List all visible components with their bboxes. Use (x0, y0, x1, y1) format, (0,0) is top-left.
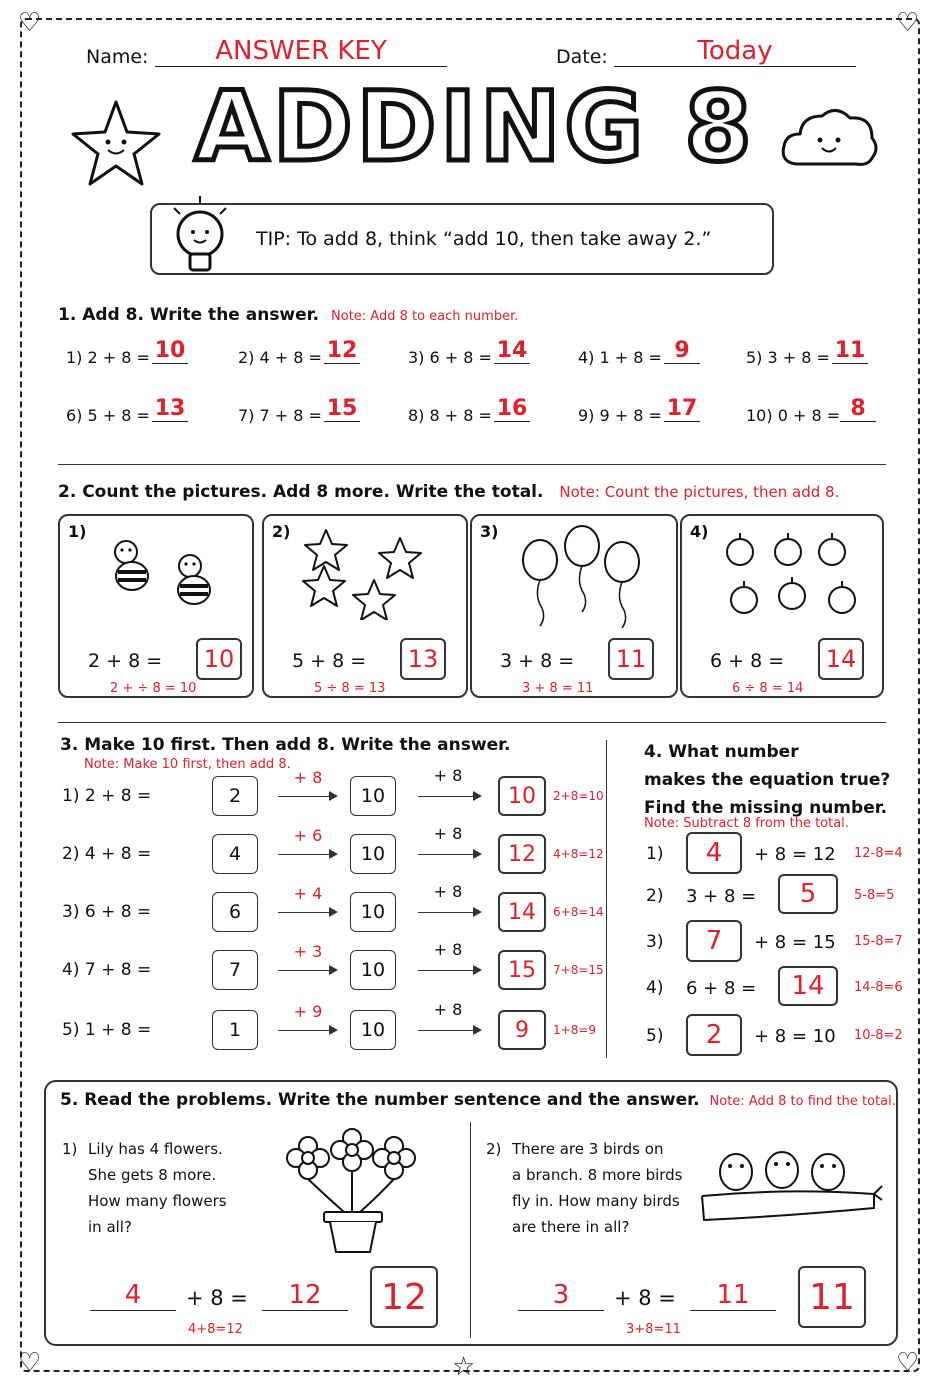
work-note: 4+8=12 (188, 1322, 243, 1337)
problem-number: 2) (486, 1140, 502, 1158)
answer-field[interactable]: 10 (152, 338, 188, 364)
answer-box[interactable]: 10 (196, 638, 242, 680)
problem-text: Lily has 4 flowers. (88, 1140, 223, 1158)
divider (58, 464, 886, 465)
star-group (298, 528, 428, 620)
work-note: 4+8=12 (553, 847, 604, 861)
apple-icon (775, 539, 801, 565)
work-note: 2+8=10 (553, 789, 604, 803)
panel-equation: 2 + 8 = (88, 650, 163, 672)
work-note: 7+8=15 (553, 963, 604, 977)
problem-text: 2) 4 + 8 = (238, 348, 322, 367)
work-note: 2 + ÷ 8 = 10 (110, 681, 197, 696)
problem-1 (62, 1136, 227, 1240)
section-1-heading: 1. Add 8. Write the answer. (58, 305, 320, 325)
heart-icon: ♡ (18, 8, 42, 38)
apple-icon (819, 539, 845, 565)
add-label: + 8 (433, 1000, 463, 1019)
panel-number: 2) (272, 522, 291, 541)
star-icon: ☆ (452, 1352, 476, 1382)
work-note: 15-8=7 (854, 934, 903, 949)
heart-icon: ♡ (896, 1348, 920, 1378)
problem-text: 1) 2 + 8 = (66, 348, 150, 367)
work-note: 12-8=4 (854, 846, 903, 861)
problem-text: 4) 7 + 8 = (62, 960, 152, 980)
section-4-title-line: Find the missing number. (644, 798, 888, 818)
section-4-title (644, 738, 890, 822)
section-5-heading: 5. Read the problems. Write the number sentence and the answer. (60, 1090, 700, 1110)
arrow-icon (278, 854, 336, 855)
apple-icon (727, 539, 753, 565)
ten-box: 10 (350, 1010, 396, 1050)
section-2-title (58, 482, 839, 502)
sum-field[interactable]: 12 (262, 1280, 348, 1311)
apple-group (718, 530, 878, 620)
answer-field[interactable]: 13 (152, 396, 188, 422)
problem-text: 8) 8 + 8 = (408, 406, 492, 425)
add-label: + 8 (433, 824, 463, 843)
section-4-title-line: 4. What number (644, 742, 799, 762)
tip-text: TIP: To add 8, think “add 10, then take away 2.” (256, 228, 712, 250)
problem-text: are there in all? (512, 1218, 630, 1236)
section-3-title: 3. Make 10 first. Then add 8. Write the answer. (60, 735, 511, 755)
flower-pot-icon (278, 1128, 426, 1256)
bird-icon (720, 1152, 844, 1190)
answer-box[interactable]: 10 (498, 776, 546, 816)
equation-middle: + 8 = (614, 1286, 676, 1310)
balloon-icon (523, 540, 557, 580)
apple-icon (731, 587, 757, 613)
answer-field[interactable]: 8 (840, 396, 876, 422)
problem-text: 5) 1 + 8 = (62, 1020, 152, 1040)
arrow-icon (278, 796, 336, 797)
section-4-note: Note: Subtract 8 from the total. (644, 816, 849, 831)
date-label: Date: (556, 46, 608, 68)
step-label: + 4 (293, 884, 323, 903)
star-icon (66, 94, 166, 188)
equation-left: 6 + 8 = (686, 978, 757, 999)
problem-text: 4) 1 + 8 = (578, 348, 662, 367)
ten-box: 10 (350, 892, 396, 932)
equation-left: 3 + 8 = (686, 886, 757, 907)
name-field[interactable]: ANSWER KEY (155, 36, 447, 67)
panel-equation: 6 + 8 = (710, 650, 785, 672)
problem-text: in all? (88, 1218, 132, 1236)
step-label: + 6 (293, 826, 323, 845)
panel-number: 4) (690, 522, 709, 541)
answer-box[interactable]: 12 (498, 834, 546, 874)
work-note: 14-8=6 (854, 980, 903, 995)
answer-box[interactable]: 11 (608, 638, 654, 680)
start-box: 6 (212, 892, 258, 932)
apple-icon (779, 583, 805, 609)
row-number: 2) (646, 886, 664, 906)
row-number: 1) (646, 844, 664, 864)
problem-number: 1) (62, 1140, 78, 1158)
start-box: 7 (212, 950, 258, 990)
problem-text: 9) 9 + 8 = (578, 406, 662, 425)
problem-text: How many flowers (88, 1192, 227, 1210)
column-divider (606, 740, 607, 1058)
addend-1-field[interactable]: 3 (518, 1280, 604, 1311)
equation-middle: + 8 = (186, 1286, 248, 1310)
balloon-icon (605, 542, 639, 582)
missing-number-box[interactable]: 14 (778, 966, 838, 1006)
answer-box[interactable]: 12 (370, 1266, 438, 1328)
answer-field[interactable]: 17 (664, 396, 700, 422)
start-box: 2 (212, 776, 258, 816)
panel-number: 1) (68, 522, 87, 541)
add-label: + 8 (433, 766, 463, 785)
page-title: ADDING 8 (194, 71, 756, 183)
answer-field[interactable]: 12 (324, 338, 360, 364)
divider (58, 722, 886, 723)
problem-text: She gets 8 more. (88, 1166, 217, 1184)
start-box: 1 (212, 1010, 258, 1050)
missing-number-box[interactable]: 2 (686, 1014, 742, 1056)
answer-field[interactable]: 9 (664, 338, 700, 364)
arrow-icon (278, 1030, 336, 1031)
bird-branch-icon (698, 1138, 884, 1248)
apple-icon (829, 587, 855, 613)
step-label: + 8 (293, 768, 323, 787)
start-box: 4 (212, 834, 258, 874)
section-2-note: Note: Count the pictures, then add 8. (559, 483, 840, 501)
date-field[interactable]: Today (614, 36, 856, 67)
cloud-icon (776, 100, 882, 176)
answer-box[interactable]: 13 (400, 638, 446, 680)
work-note: 3+8=11 (626, 1322, 681, 1337)
ten-box: 10 (350, 950, 396, 990)
problem-text: 2) 4 + 8 = (62, 844, 152, 864)
problem-text: 5) 3 + 8 = (746, 348, 830, 367)
arrow-icon (418, 912, 480, 913)
panel-number: 3) (480, 522, 499, 541)
section-5-title (60, 1090, 896, 1110)
work-note: 1+8=9 (553, 1023, 597, 1037)
work-note: 3 + 8 = 11 (522, 681, 594, 696)
bee-group (100, 532, 230, 612)
problem-text: 3) 6 + 8 = (62, 902, 152, 922)
section-4-title-line: makes the equation true? (644, 770, 891, 790)
answer-box[interactable]: 14 (818, 638, 864, 680)
star-icon (303, 566, 345, 606)
add-label: + 8 (433, 940, 463, 959)
heart-icon: ♡ (896, 8, 920, 38)
row-number: 5) (646, 1026, 664, 1046)
problem-text: 10) 0 + 8 = (746, 406, 841, 425)
problem-text: 7) 7 + 8 = (238, 406, 322, 425)
lightbulb-icon (160, 190, 240, 282)
work-note: 10-8=2 (854, 1028, 903, 1043)
problem-text: a branch. 8 more birds (512, 1166, 683, 1184)
panel-equation: 3 + 8 = (500, 650, 575, 672)
answer-box[interactable]: 15 (498, 950, 546, 990)
problem-text: There are 3 birds on (512, 1140, 664, 1158)
work-note: 6+8=14 (553, 905, 604, 919)
add-label: + 8 (433, 882, 463, 901)
equation-right: + 8 = 15 (754, 932, 836, 953)
arrow-icon (278, 912, 336, 913)
answer-field[interactable]: 16 (494, 396, 530, 422)
section-5-note: Note: Add 8 to find the total. (709, 1094, 896, 1109)
problem-2 (486, 1136, 683, 1240)
row-number: 3) (646, 932, 664, 952)
problem-text: 3) 6 + 8 = (408, 348, 492, 367)
answer-field[interactable]: 15 (324, 396, 360, 422)
section-3-note: Note: Make 10 first, then add 8. (84, 757, 291, 772)
star-icon (379, 538, 421, 578)
bee-icon (178, 555, 210, 604)
equation-right: + 8 = 12 (754, 844, 836, 865)
arrow-icon (418, 1030, 480, 1031)
row-number: 4) (646, 978, 664, 998)
work-note: 5-8=5 (854, 888, 895, 903)
work-note: 6 ÷ 8 = 14 (732, 681, 804, 696)
balloon-group (512, 522, 646, 628)
name-label: Name: (86, 46, 149, 68)
star-icon (305, 530, 347, 570)
answer-field[interactable]: 14 (494, 338, 530, 364)
ten-box: 10 (350, 776, 396, 816)
problem-text: 6) 5 + 8 = (66, 406, 150, 425)
work-note: 5 ÷ 8 = 13 (314, 681, 386, 696)
arrow-icon (418, 796, 480, 797)
star-icon (353, 580, 395, 620)
missing-number-box[interactable]: 5 (778, 874, 838, 914)
answer-box[interactable]: 9 (498, 1010, 546, 1050)
heart-icon: ♡ (18, 1348, 42, 1378)
equation-right: + 8 = 10 (754, 1026, 836, 1047)
missing-number-box[interactable]: 7 (686, 920, 742, 962)
answer-field[interactable]: 11 (832, 338, 868, 364)
section-2-heading: 2. Count the pictures. Add 8 more. Write the total. (58, 482, 544, 502)
ten-box: 10 (350, 834, 396, 874)
addend-1-field[interactable]: 4 (90, 1280, 176, 1311)
problem-text: fly in. How many birds (512, 1192, 680, 1210)
problem-text: 1) 2 + 8 = (62, 786, 152, 806)
arrow-icon (418, 854, 480, 855)
sum-field[interactable]: 11 (690, 1280, 776, 1311)
panel-equation: 5 + 8 = (292, 650, 367, 672)
missing-number-box[interactable]: 4 (686, 832, 742, 874)
answer-box[interactable]: 14 (498, 892, 546, 932)
balloon-icon (565, 526, 599, 566)
section-1-note: Note: Add 8 to each number. (331, 309, 519, 324)
step-label: + 3 (293, 942, 323, 961)
column-divider (470, 1122, 471, 1338)
bee-icon (115, 541, 148, 590)
step-label: + 9 (293, 1002, 323, 1021)
section-1-title (58, 305, 518, 325)
arrow-icon (418, 970, 480, 971)
answer-box[interactable]: 11 (798, 1266, 866, 1328)
arrow-icon (278, 970, 336, 971)
